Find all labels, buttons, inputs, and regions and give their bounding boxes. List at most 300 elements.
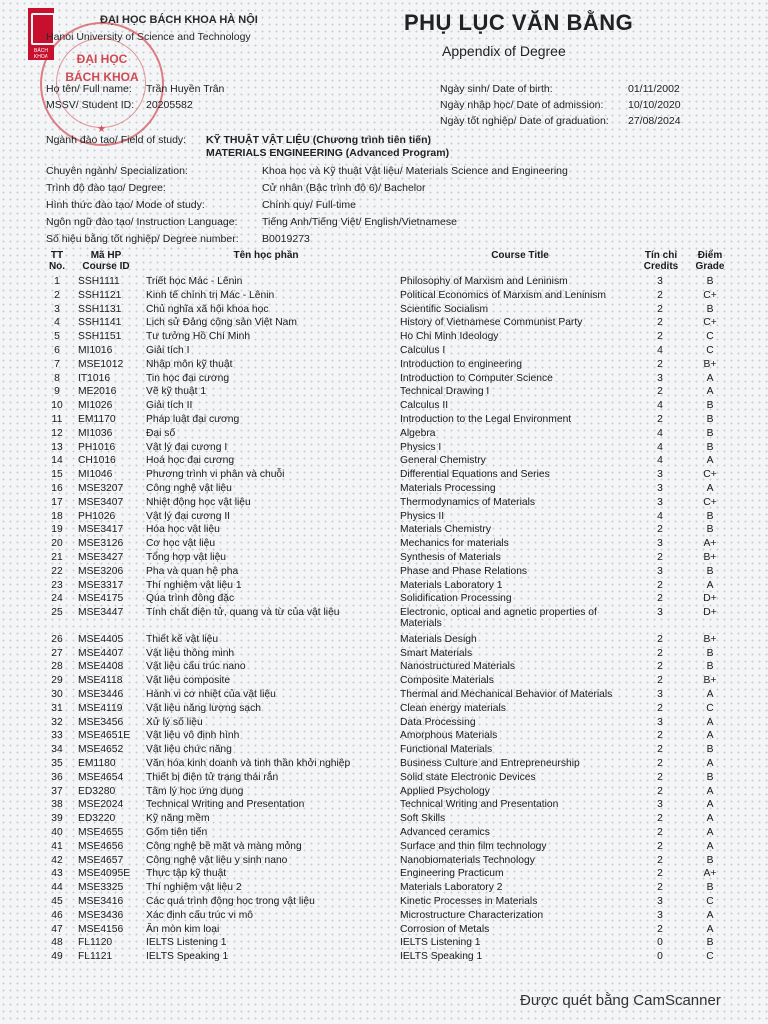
course-no: 16	[51, 483, 63, 494]
specialization-value: Khoa học và Kỹ thuật Vật liệu/ Materials Science and Engineering	[262, 165, 568, 177]
course-id: ED3220	[78, 813, 116, 825]
course-name-vn: Vật lý đại cương II	[146, 510, 231, 522]
course-name-vn: Hành vi cơ nhiệt của vật liệu	[146, 688, 276, 700]
course-name-vn: Vật liệu chức năng	[146, 744, 232, 756]
course-credits: 2	[657, 414, 663, 425]
course-id: MSE3427	[78, 552, 124, 563]
course-no: 42	[51, 854, 63, 866]
course-name-vn: Hóa học vật liệu	[146, 524, 220, 536]
mode-label: Hình thức đào tạo/ Mode of study:	[46, 199, 205, 211]
course-grade: A	[706, 785, 714, 797]
course-name-vn: Vật liệu năng lượng sạch	[146, 702, 261, 714]
course-title-en: Business Culture and Entrepreneurship	[400, 757, 580, 769]
course-no: 30	[51, 688, 63, 700]
course-grade: C	[706, 895, 714, 907]
course-title-en: Mechanics for materials	[400, 538, 509, 550]
header-no	[46, 250, 68, 272]
course-name-vn: Pha và quan hệ pha	[146, 565, 239, 577]
course-credits: 2	[657, 386, 663, 398]
course-credits: 2	[657, 813, 663, 825]
course-no: 48	[51, 937, 63, 949]
course-name-vn: Triết học Mác - Lênin	[146, 276, 243, 287]
admission-value: 10/10/2020	[628, 99, 681, 111]
student-id-value: 20205582	[146, 99, 193, 111]
course-title-en: Nanobiomaterials Technology	[400, 854, 535, 866]
course-no: 3	[54, 303, 60, 315]
course-title-en: Algebra	[400, 427, 436, 439]
course-title-en: Philosophy of Marxism and Leninism	[400, 276, 568, 287]
header-grade-vn: Điểm	[697, 250, 723, 261]
course-title-en: Differential Equations and Series	[400, 469, 550, 481]
course-grade: B	[706, 661, 714, 673]
course-title-en: Engineering Practicum	[400, 868, 504, 880]
course-table-header	[46, 250, 726, 274]
course-credits: 2	[657, 757, 663, 769]
course-credits: 3	[657, 909, 663, 921]
course-title-en: Nanostructured Materials	[400, 661, 516, 673]
course-title-en: Soft Skills	[400, 813, 446, 825]
course-credits: 2	[657, 579, 663, 591]
course-id: MSE4095E	[78, 868, 131, 880]
course-id: MSE4651E	[78, 730, 131, 742]
language-label: Ngôn ngữ đào tạo/ Instruction Language:	[46, 216, 238, 228]
course-grade: B	[706, 276, 714, 287]
document-title-vn: PHỤ LỤC VĂN BẰNG	[404, 10, 634, 35]
course-credits: 2	[657, 647, 663, 659]
course-credits: 2	[657, 854, 663, 866]
course-grade: A	[706, 826, 714, 838]
course-title-en: Smart Materials	[400, 647, 473, 659]
course-grade: A	[706, 813, 714, 825]
stamp-line-2: BÁCH KHOA	[65, 70, 139, 84]
course-grade: C+	[703, 289, 717, 301]
course-id: MSE4156	[78, 923, 124, 935]
header-no-en: No.	[48, 261, 66, 272]
course-credits: 2	[657, 785, 663, 797]
university-name-en: Hanoi University of Science and Technology	[46, 31, 251, 43]
course-id: SSH1141	[78, 317, 122, 329]
degree-value: Cử nhân (Bậc trình độ 6)/ Bachelor	[262, 182, 426, 194]
course-title-en: Solidification Processing	[400, 593, 512, 605]
header-course-id-vn: Mã HP	[90, 250, 122, 261]
dob-label: Ngày sinh/ Date of birth:	[440, 83, 553, 95]
course-id: MSE3456	[78, 716, 124, 728]
course-credits: 3	[657, 496, 663, 508]
course-name-vn: Lịch sử Đảng cộng sản Việt Nam	[146, 317, 297, 329]
course-grade: A	[706, 688, 714, 700]
course-credits: 2	[657, 744, 663, 756]
course-no: 29	[51, 675, 63, 687]
course-no: 31	[51, 702, 63, 714]
course-name-vn: Các quá trình động học trong vật liệu	[146, 895, 315, 907]
course-credits: 3	[657, 276, 663, 287]
course-grade: C+	[703, 317, 717, 329]
course-id: MSE4657	[78, 854, 124, 866]
course-title-en: General Chemistry	[400, 455, 486, 467]
camscanner-watermark: Được quét bằng CamScanner	[520, 992, 721, 1009]
course-credits: 2	[657, 771, 663, 783]
course-name-vn: Vật liệu vô định hình	[146, 730, 240, 742]
course-title-en: Functional Materials	[400, 744, 493, 756]
course-no: 36	[51, 771, 63, 783]
course-title-en: Kinetic Processes in Materials	[400, 895, 538, 907]
course-name-vn: Chủ nghĩa xã hội khoa học	[146, 303, 269, 315]
name-value: Trần Huyền Trân	[146, 83, 225, 95]
course-id: MSE2024	[78, 799, 124, 811]
course-no: 34	[51, 744, 63, 756]
course-id: MSE4407	[78, 647, 124, 659]
course-name-vn: Tâm lý học ứng dụng	[146, 785, 244, 797]
course-grade: C	[706, 702, 714, 714]
course-id: EM1170	[78, 414, 116, 425]
course-id: MSE3447	[78, 607, 124, 619]
header-grade	[690, 250, 730, 272]
course-credits: 2	[657, 552, 663, 563]
course-title-en: Introduction to the Legal Environment	[400, 414, 572, 425]
course-title-en: Electronic, optical and agnetic properties of Materials	[400, 607, 597, 630]
course-no: 12	[51, 427, 63, 439]
course-name-vn: Technical Writing and Presentation	[146, 799, 305, 811]
course-no: 32	[51, 716, 63, 728]
course-no: 28	[51, 661, 63, 673]
course-no: 8	[54, 372, 60, 384]
header-credits-vn: Tín chỉ	[644, 250, 678, 261]
course-name-vn: Xác định cấu trúc vi mô	[146, 909, 254, 921]
course-id: SSH1131	[78, 303, 122, 315]
course-id: MSE3417	[78, 524, 124, 536]
course-name-vn: Cơ học vật liệu	[146, 538, 216, 550]
course-id: MSE4118	[78, 675, 123, 687]
course-id: MSE3407	[78, 496, 124, 508]
course-grade: A	[706, 716, 714, 728]
course-title-en: Phase and Phase Relations	[400, 565, 528, 577]
course-grade: C+	[703, 469, 717, 481]
name-label: Họ tên/ Full name:	[46, 83, 132, 95]
course-no: 27	[51, 647, 63, 659]
course-no: 6	[54, 345, 60, 356]
course-name-vn: Vật lý đại cương I	[146, 441, 228, 453]
course-title-en: IELTS Listening 1	[400, 937, 481, 949]
course-grade: B	[706, 441, 714, 453]
course-title-en: IELTS Speaking 1	[400, 951, 483, 963]
course-credits: 2	[657, 882, 663, 894]
course-credits: 2	[657, 661, 663, 673]
course-title-en: Physics II	[400, 510, 445, 522]
header-course-name-vn: Tên học phần	[233, 250, 299, 261]
specialization-label: Chuyên ngành/ Specialization:	[46, 165, 188, 177]
course-grade: B	[706, 771, 714, 783]
course-credits: 2	[657, 317, 663, 329]
mode-value: Chính quy/ Full-time	[262, 199, 356, 211]
header-course-title: Course Title	[491, 250, 549, 261]
course-credits: 2	[657, 675, 663, 687]
course-id: MI1026	[78, 400, 113, 412]
course-credits: 2	[657, 702, 663, 714]
course-grade: A	[706, 372, 714, 384]
course-name-vn: Đại số	[146, 427, 176, 439]
course-name-vn: Pháp luật đại cương	[146, 414, 240, 425]
language-value: Tiếng Anh/Tiếng Việt/ English/Vietnamese	[262, 216, 457, 228]
course-no: 1	[54, 276, 60, 287]
course-grade: D+	[703, 593, 717, 605]
course-credits: 2	[657, 289, 663, 301]
course-id: SSH1121	[78, 289, 122, 301]
course-grade: A	[706, 799, 714, 811]
course-id: EM1180	[78, 757, 116, 769]
course-no: 7	[54, 358, 60, 370]
course-credits: 3	[657, 483, 663, 494]
course-grade: A	[706, 730, 714, 742]
header-course-id-en: Course ID	[82, 261, 130, 272]
stamp-line-1: ĐẠI HỌC	[76, 52, 128, 66]
course-id: CH1016	[78, 455, 116, 467]
course-name-vn: Phương trình vi phân và chuỗi	[146, 469, 285, 481]
degree-number-value: B0019273	[262, 233, 310, 245]
course-title-en: Microstructure Characterization	[400, 909, 544, 921]
course-title-en: Introduction to engineering	[400, 358, 522, 370]
course-credits: 2	[657, 826, 663, 838]
course-no: 22	[51, 565, 63, 577]
course-no: 19	[51, 524, 63, 536]
course-credits: 2	[657, 923, 663, 935]
course-credits: 4	[657, 345, 663, 356]
course-grade: A	[706, 386, 714, 398]
course-no: 41	[51, 840, 63, 852]
course-title-en: Clean energy materials	[400, 702, 506, 714]
course-name-vn: Tư tưởng Hồ Chí Minh	[146, 331, 251, 343]
course-name-vn: Thực tập kỹ thuật	[146, 868, 227, 880]
course-id: MSE3416	[78, 895, 124, 907]
course-name-vn: Vật liệu thông minh	[146, 647, 235, 659]
course-credits: 4	[657, 427, 663, 439]
course-id: MSE4654	[78, 771, 124, 783]
course-no: 49	[51, 951, 63, 963]
course-title-en: Data Processing	[400, 716, 476, 728]
header-grade-en: Grade	[695, 261, 725, 272]
course-grade: C	[706, 331, 714, 343]
course-grade: B+	[703, 358, 717, 370]
course-title-en: Materials Processing	[400, 483, 496, 494]
course-name-vn: Qúa trình đông đặc	[146, 593, 235, 605]
course-id: IT1016	[78, 372, 111, 384]
course-id: MSE4405	[78, 633, 124, 645]
stamp-star-icon: ★	[97, 124, 106, 135]
course-credits: 3	[657, 799, 663, 811]
course-id: MSE4652	[78, 744, 124, 756]
course-id: SSH1111	[78, 276, 120, 287]
course-grade: A+	[703, 538, 717, 550]
course-credits: 2	[657, 868, 663, 880]
course-name-vn: Văn hóa kinh doanh và tinh thần khởi nghiệp	[146, 757, 351, 769]
course-id: MSE4408	[78, 661, 124, 673]
course-id: MSE4655	[78, 826, 124, 838]
course-grade: B	[706, 427, 714, 439]
course-id: MSE3207	[78, 483, 124, 494]
course-name-vn: Thí nghiệm vật liệu 2	[146, 882, 242, 894]
course-title-en: Materials Chemistry	[400, 524, 491, 536]
course-id: MI1016	[78, 345, 113, 356]
course-grade: B	[706, 647, 714, 659]
course-no: 46	[51, 909, 63, 921]
course-grade: A	[706, 840, 714, 852]
course-credits: 0	[657, 937, 663, 949]
course-no: 37	[51, 785, 63, 797]
course-grade: A	[706, 579, 714, 591]
course-id: FL1121	[78, 951, 113, 963]
course-id: MSE3206	[78, 565, 124, 577]
course-grade: C+	[703, 496, 717, 508]
admission-label: Ngày nhập học/ Date of admission:	[440, 99, 604, 111]
course-grade: B	[706, 744, 714, 756]
course-credits: 3	[657, 372, 663, 384]
course-title-en: Materials Laboratory 1	[400, 579, 503, 591]
course-title-en: Calculus II	[400, 400, 449, 412]
course-no: 44	[51, 882, 63, 894]
course-credits: 2	[657, 303, 663, 315]
course-title-en: Materials Laboratory 2	[400, 882, 503, 894]
degree-label: Trình độ đào tạo/ Degree:	[46, 182, 166, 194]
course-credits: 2	[657, 524, 663, 536]
course-name-vn: Kinh tế chính trị Mác - Lênin	[146, 289, 275, 301]
document-title-en: Appendix of Degree	[442, 43, 566, 59]
course-credits: 3	[657, 895, 663, 907]
course-credits: 3	[657, 716, 663, 728]
course-no: 11	[51, 414, 63, 425]
header-credits	[642, 250, 680, 272]
dob-value: 01/11/2002	[628, 83, 680, 95]
course-grade: A	[706, 923, 714, 935]
course-id: MI1046	[78, 469, 113, 481]
course-no: 35	[51, 757, 63, 769]
course-name-vn: Thiết kế vật liệu	[146, 633, 219, 645]
course-grade: B	[706, 510, 714, 522]
course-name-vn: Thí nghiệm vật liệu 1	[146, 579, 242, 591]
course-id: MSE4119	[78, 702, 123, 714]
course-no: 25	[51, 607, 63, 619]
course-credits: 3	[657, 469, 663, 481]
course-id: PH1016	[78, 441, 116, 453]
course-title-en: Corrosion of Metals	[400, 923, 490, 935]
course-title-en: Scientific Socialism	[400, 303, 489, 315]
course-credits: 4	[657, 400, 663, 412]
course-no: 39	[51, 813, 63, 825]
course-id: MSE4175	[78, 593, 124, 605]
course-title-en: Technical Writing and Presentation	[400, 799, 559, 811]
course-name-vn: Công nghệ vật liệu	[146, 483, 232, 494]
course-id: MSE1012	[78, 358, 124, 370]
course-name-vn: Ăn mòn kim loại	[146, 923, 220, 935]
course-title-en: Political Economics of Marxism and Leninism	[400, 289, 607, 301]
course-credits: 4	[657, 441, 663, 453]
course-grade: B	[706, 565, 714, 577]
course-title-en: Amorphous Materials	[400, 730, 498, 742]
student-id-label: MSSV/ Student ID:	[46, 99, 135, 111]
course-name-vn: Gốm tiên tiến	[146, 826, 208, 838]
course-credits: 2	[657, 358, 663, 370]
course-credits: 2	[657, 840, 663, 852]
course-name-vn: Kỹ năng mềm	[146, 813, 210, 825]
course-grade: A	[706, 483, 714, 494]
course-credits: 3	[657, 565, 663, 577]
course-title-en: Advanced ceramics	[400, 826, 490, 838]
course-credits: 3	[657, 538, 663, 550]
course-name-vn: Vẽ kỹ thuật 1	[146, 386, 207, 398]
course-grade: B+	[703, 552, 717, 563]
course-no: 9	[54, 386, 60, 398]
course-title-en: Calculus I	[400, 345, 446, 356]
course-credits: 2	[657, 730, 663, 742]
field-value-vn: KỸ THUẬT VẬT LIỆU (Chương trình tiên tiến)	[206, 134, 432, 146]
course-id: SSH1151	[78, 331, 122, 343]
course-title-en: Introduction to Computer Science	[400, 372, 553, 384]
course-title-en: Solid state Electronic Devices	[400, 771, 536, 783]
course-credits: 2	[657, 633, 663, 645]
course-no: 4	[54, 317, 60, 329]
course-id: ME2016	[78, 386, 117, 398]
course-no: 18	[51, 510, 63, 522]
course-no: 43	[51, 868, 63, 880]
course-id: MSE3126	[78, 538, 124, 550]
course-title-en: Composite Materials	[400, 675, 494, 687]
course-title-en: Synthesis of Materials	[400, 552, 501, 563]
course-no: 20	[51, 538, 63, 550]
graduation-value: 27/08/2024	[628, 115, 681, 127]
course-id: MSE3325	[78, 882, 124, 894]
course-no: 23	[51, 579, 63, 591]
course-credits: 2	[657, 331, 663, 343]
course-id: MSE4656	[78, 840, 124, 852]
header-course-id	[76, 250, 136, 272]
course-name-vn: Giải tích II	[146, 400, 193, 412]
course-no: 10	[51, 400, 63, 412]
course-title-en: Surface and thin film technology	[400, 840, 547, 852]
course-credits: 2	[657, 593, 663, 605]
course-grade: A+	[703, 868, 717, 880]
course-name-vn: IELTS Speaking 1	[146, 951, 229, 963]
course-no: 17	[51, 496, 63, 508]
course-name-vn: Tính chất điện tử, quang và từ của vật liệu	[146, 607, 340, 619]
course-credits: 4	[657, 455, 663, 467]
course-name-vn: Hoá học đại cương	[146, 455, 235, 467]
course-no: 47	[51, 923, 63, 935]
course-no: 40	[51, 826, 63, 838]
course-grade: B+	[703, 675, 717, 687]
course-no: 21	[51, 552, 63, 563]
course-grade: B+	[703, 633, 717, 645]
course-name-vn: Công nghệ bề mặt và màng mỏng	[146, 840, 302, 852]
course-no: 13	[51, 441, 63, 453]
course-id: MSE3446	[78, 688, 124, 700]
course-title-en: Thermodynamics of Materials	[400, 496, 536, 508]
course-id: MI1036	[78, 427, 113, 439]
course-grade: C	[706, 951, 714, 963]
course-grade: D+	[703, 607, 717, 619]
course-grade: B	[706, 303, 714, 315]
course-name-vn: Nhập môn kỹ thuật	[146, 358, 233, 370]
course-title-en: Technical Drawing I	[400, 386, 490, 398]
course-grade: C	[706, 345, 714, 356]
course-name-vn: IELTS Listening 1	[146, 937, 227, 949]
course-no: 5	[54, 331, 60, 343]
header-no-vn: TT	[50, 250, 64, 261]
course-grade: A	[706, 455, 714, 467]
header-credits-en: Credits	[643, 261, 679, 272]
course-id: ED3280	[78, 785, 116, 797]
course-no: 38	[51, 799, 63, 811]
course-grade: B	[706, 937, 714, 949]
course-name-vn: Vật liệu cấu trúc nano	[146, 661, 246, 673]
course-grade: B	[706, 414, 714, 425]
